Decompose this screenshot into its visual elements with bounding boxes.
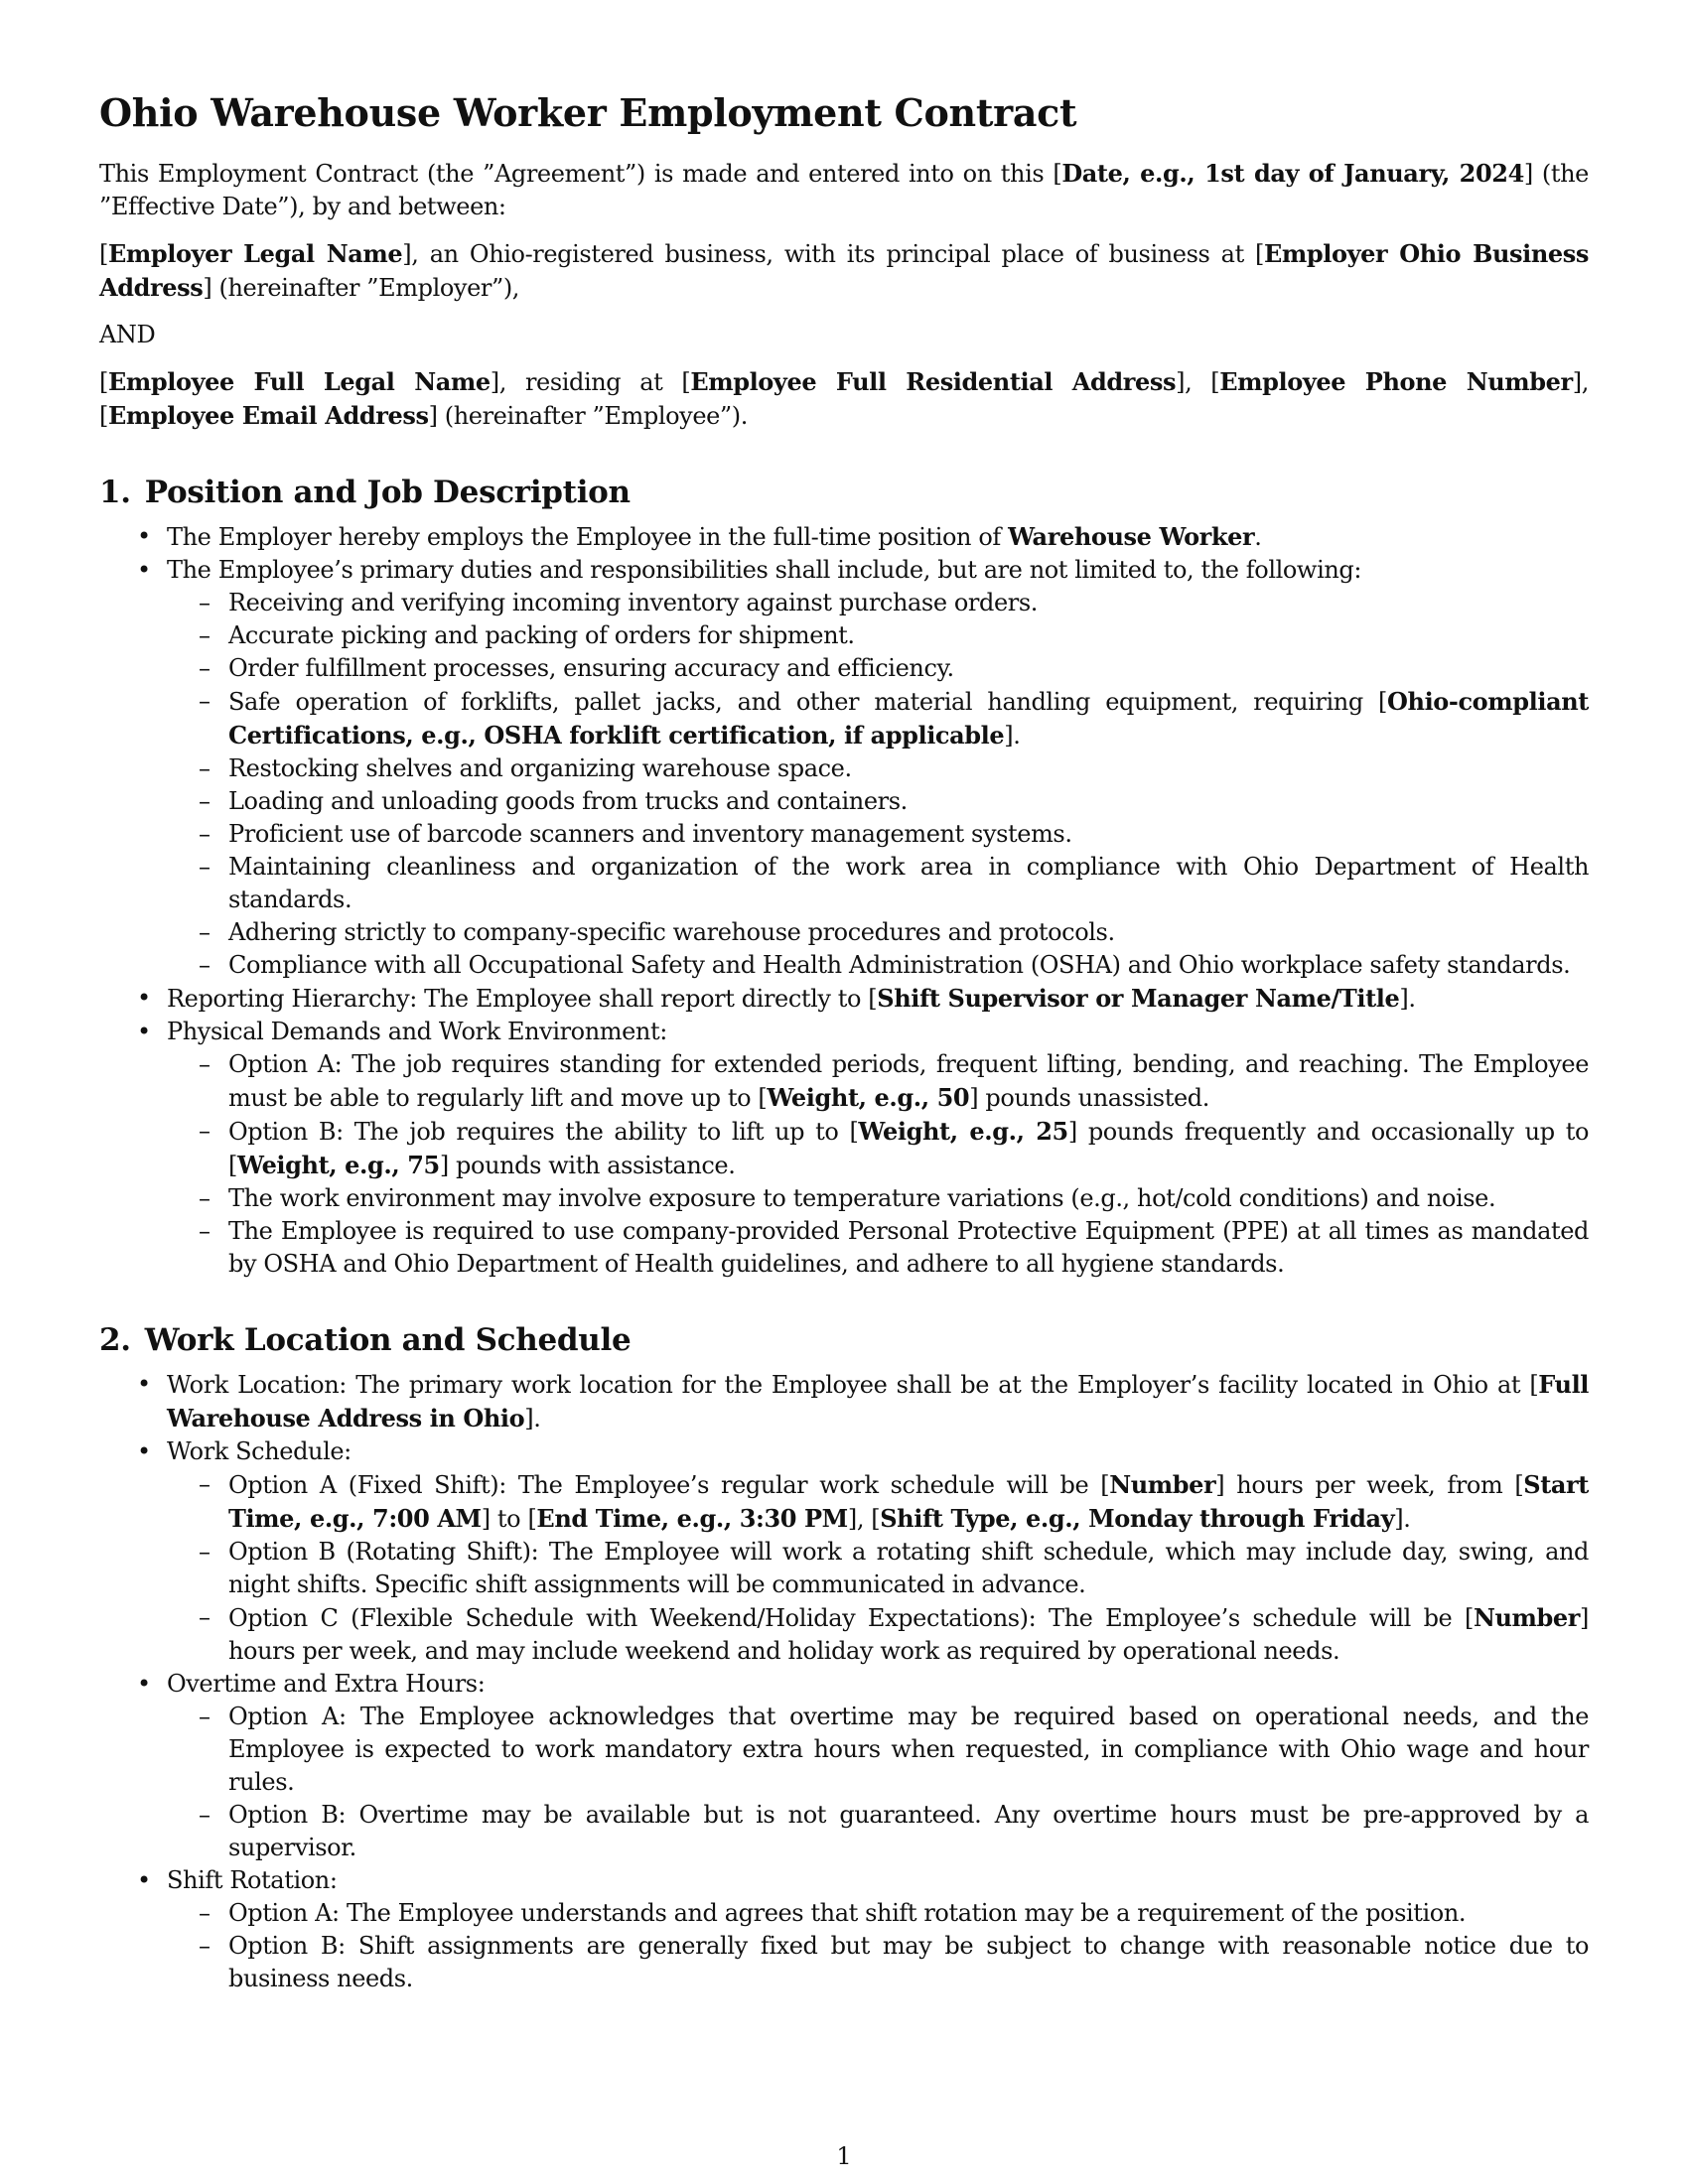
placeholder-field: Employee Full Legal Name [107,367,491,396]
dash-item [167,1897,1589,1930]
placeholder-field: Ohio-compliant Certifications, e.g., OSHA forklift certification, if applicable [228,687,1589,750]
placeholder-field: Number [1473,1603,1581,1632]
text-run: The Employer hereby employs the Employee in the full-time position of [167,523,1009,551]
placeholder-field: Warehouse Worker [1008,522,1255,551]
section-title: Work Location and Schedule [144,1322,632,1358]
dash-item [167,1536,1589,1601]
text-run: Safe operation of forklifts, pallet jacks, and other material handling equipment, requiring [ [228,688,1388,716]
dash-item [167,1115,1589,1182]
placeholder-field: Start Time, e.g., 7:00 AM [228,1470,1589,1533]
placeholder-field: Full Warehouse Address in Ohio [167,1370,1589,1433]
placeholder-field: Shift Type, e.g., Monday through Friday [880,1504,1395,1533]
text-run: Accurate picking and packing of orders for shipment. [228,621,855,649]
text-run: Restocking shelves and organizing warehouse space. [228,754,852,782]
section-number: 2. [99,1322,131,1358]
placeholder-field: Employer Legal Name [107,239,403,268]
dash-item [167,1215,1589,1281]
text-run: Work Location: The primary work location for the Employee shall be at the Employer’s facility located in Ohio at [ [167,1371,1539,1399]
sections-container [99,473,1589,1995]
text-run: Maintaining cleanliness and organization of the work area in compliance with Ohio Department of Health standards. [228,853,1589,913]
dash-item [167,1930,1589,1995]
text-run: ] hours per week, from [ [1215,1471,1524,1499]
bullet-item [99,1864,1589,1995]
bullet-list [99,520,1589,1281]
text-run: ] (hereinafter ”Employee”). [428,402,748,430]
text-run: Adhering strictly to company-specific warehouse procedures and protocols. [228,918,1115,946]
text-run: ], an Ohio-registered business, with its principal place of business at [ [402,240,1265,268]
text-run: This Employment Contract (the ”Agreement”) is made and entered into on this [99,160,1054,188]
intro-paragraph [99,365,1589,433]
text-run: ] pounds with assistance. [439,1152,736,1179]
intro-paragraph [99,319,1589,351]
dash-item [167,652,1589,685]
placeholder-field: Weight, e.g., 75 [236,1151,440,1179]
text-run: (the ”Effective Date”), by and between: [99,160,1589,220]
text-run: ] to [ [481,1505,537,1533]
document-title: Ohio Warehouse Worker Employment Contract [99,90,1077,135]
text-run: [ [99,240,108,268]
placeholder-field: Weight, e.g., 50 [767,1083,970,1112]
text-run: ]. [1394,1505,1411,1533]
text-run: The Employee is required to use company-provided Personal Protective Equipment (PPE) at all times as mandated by OSHA and Ohio Department of Health guidelines, and adhere to all hygiene standards. [228,1217,1589,1278]
dash-list [167,587,1589,982]
placeholder-field: Date, e.g., 1st day of January, 2024 [1061,159,1524,188]
section-heading [99,473,1589,512]
text-run: ]. [1399,985,1416,1013]
text-run: ], [ [99,368,1589,430]
text-run: [ [1053,160,1062,188]
text-run: ]. [524,1405,541,1433]
text-run: Option B: Shift assignments are generally fixed but may be subject to change with reasonable notice due to business needs. [228,1932,1589,1992]
text-run: ] pounds unassisted. [969,1084,1209,1112]
text-run: Option B: Overtime may be available but is not guaranteed. Any overtime hours must be pre-approved by a supervisor. [228,1801,1589,1861]
placeholder-field: End Time, e.g., 3:30 PM [536,1504,848,1533]
dash-item [167,1048,1589,1115]
dash-item [167,1182,1589,1215]
text-run: ], residing at [ [490,368,691,396]
document-page [99,0,1589,1995]
dash-list [167,1468,1589,1668]
bullet-item [99,1368,1589,1435]
text-run: ], [ [847,1505,881,1533]
text-run: The work environment may involve exposure to temperature variations (e.g., hot/cold conditions) and noise. [228,1184,1496,1212]
text-run: Physical Demands and Work Environment: [167,1018,667,1045]
section-title: Position and Job Description [144,475,631,510]
placeholder-field: Employee Full Residential Address [690,367,1177,396]
bullet-list [99,1368,1589,1995]
text-run: ]. [1004,722,1021,750]
text-run: Work Schedule: [167,1437,352,1465]
placeholder-field: Weight, e.g., 25 [858,1117,1068,1146]
dash-item [167,1799,1589,1864]
text-run: ], [ [1176,368,1220,396]
dash-item [167,685,1589,752]
placeholder-field: Shift Supervisor or Manager Name/Title [877,984,1400,1013]
text-run: ] pounds frequently and occasionally up to [ [228,1118,1589,1179]
intro-paragraph [99,157,1589,223]
intro-paragraph [99,237,1589,305]
dash-item [167,949,1589,982]
dash-item [167,916,1589,949]
dash-list [167,1897,1589,1995]
text-run: Option C (Flexible Schedule with Weekend/Holiday Expectations): The Employee’s schedule will be [ [228,1604,1474,1632]
text-run: Option A: The job requires standing for extended periods, frequent lifting, bending, and reaching. The Employee must be able to regularly lift and move up to [ [228,1050,1589,1112]
text-run: Loading and unloading goods from trucks and containers. [228,787,908,815]
dash-list [167,1048,1589,1281]
text-run: Option A: The Employee acknowledges that overtime may be required based on operational needs, and the Employee is expected to work mandatory extra hours when requested, in compliance with Ohio wage and hour rules. [228,1703,1589,1796]
dash-item [167,752,1589,785]
text-run: The Employee’s primary duties and responsibilities shall include, but are not limited to, the following: [167,556,1362,584]
text-run: ] (hereinafter ”Employer”), [203,274,520,302]
bullet-item [99,520,1589,554]
intro-block [99,157,1589,433]
placeholder-field: Employer Ohio Business Address [99,239,1589,302]
text-run: Overtime and Extra Hours: [167,1670,486,1698]
placeholder-field: Employee Email Address [107,401,429,430]
dash-item [167,851,1589,916]
dash-list [167,1701,1589,1864]
dash-item [167,1468,1589,1536]
section-number: 1. [99,475,131,510]
text-run: Option A: The Employee understands and agrees that shift rotation may be a requirement of the position. [228,1899,1467,1927]
text-run: Shift Rotation: [167,1866,338,1894]
text-run: ] [1523,160,1533,188]
text-run: [ [99,368,108,396]
dash-item [167,1601,1589,1668]
dash-item [167,619,1589,652]
text-run: Option A (Fixed Shift): The Employee’s regular work schedule will be [ [228,1471,1110,1499]
bullet-item [99,982,1589,1016]
text-run: Receiving and verifying incoming inventory against purchase orders. [228,589,1038,616]
bullet-item [99,1016,1589,1281]
page-number: 1 [836,2142,852,2170]
text-run: Compliance with all Occupational Safety and Health Administration (OSHA) and Ohio workplace safety standards. [228,951,1571,979]
text-run: Proficient use of barcode scanners and inventory management systems. [228,820,1072,848]
text-run: ] hours per week, and may include weekend and holiday work as required by operational needs. [228,1604,1589,1665]
dash-item [167,587,1589,619]
bullet-item [99,1668,1589,1864]
text-run: . [1254,523,1262,551]
text-run: Reporting Hierarchy: The Employee shall report directly to [ [167,985,878,1013]
text-run: AND [99,321,156,348]
bullet-item [99,554,1589,982]
dash-item [167,785,1589,818]
section-heading [99,1320,1589,1360]
text-run: Option B: The job requires the ability to lift up to [ [228,1118,859,1146]
placeholder-field: Employee Phone Number [1219,367,1573,396]
bullet-item [99,1435,1589,1668]
text-run: Option B (Rotating Shift): The Employee will work a rotating shift schedule, which may include day, swing, and night shifts. Specific shift assignments will be communicated in advance. [228,1538,1589,1598]
text-run: Order fulfillment processes, ensuring accuracy and efficiency. [228,654,954,682]
placeholder-field: Number [1109,1470,1216,1499]
dash-item [167,1701,1589,1799]
dash-item [167,818,1589,851]
